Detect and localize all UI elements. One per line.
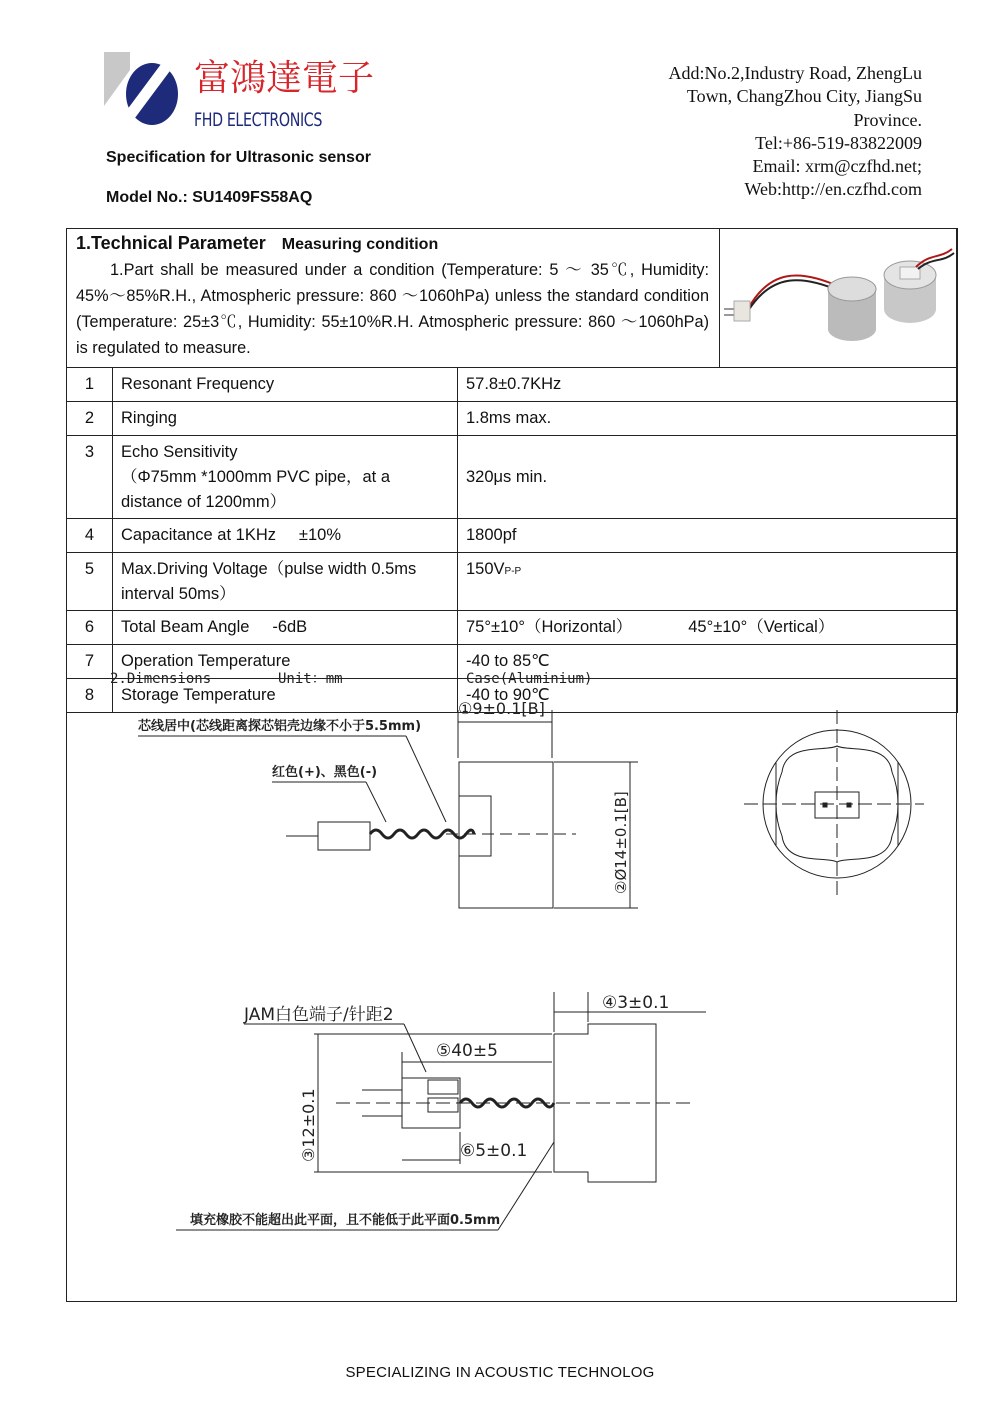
address-line: Province.	[853, 109, 922, 130]
note-filling: 填充橡胶不能超出此平面，且不能低于此平面0.5mm	[190, 1213, 501, 1228]
param-value: 57.8±0.7KHz	[458, 368, 958, 402]
jam-terminal-label: JAM白色端子/针距2	[244, 1005, 394, 1025]
row-number: 3	[67, 436, 113, 519]
dim-case-diameter: ②Ø14±0.1[B]	[612, 791, 630, 894]
address-line: Add:No.2,Industry Road, ZhengLu	[668, 63, 922, 83]
dim-wire-length: ⑤40±5	[436, 1041, 498, 1061]
param-row	[67, 553, 958, 611]
param-value: 320μs min.	[458, 436, 958, 519]
dim-case-height: ③12±0.1	[299, 1088, 318, 1162]
dim-terminal-length: ⑥5±0.1	[460, 1141, 528, 1161]
row-number: 6	[67, 611, 113, 645]
dimensions-unit: Unit：mm	[278, 671, 343, 687]
company-name-cn: 富鴻達電子	[194, 58, 375, 99]
connector-view-drawing	[176, 992, 706, 1230]
measuring-condition-row	[67, 229, 958, 368]
param-name: Ringing	[113, 402, 458, 436]
param-name: Storage Temperature	[113, 679, 458, 713]
param-name: Capacitance at 1KHz ±10%	[113, 519, 458, 553]
phone-line: Tel:+86-519-83822009	[755, 132, 922, 153]
param-row	[67, 368, 958, 402]
dimensions-title: 2.Dimensions	[110, 671, 212, 687]
company-logo	[104, 50, 375, 132]
address-line: Town, ChangZhou City, JiangSu	[686, 86, 922, 107]
side-view-drawing	[138, 699, 638, 908]
param-value: 75°±10°（Horizontal） 45°±10°（Vertical）	[458, 611, 958, 645]
case-material: Case(Aluminium)	[466, 671, 593, 687]
section-subheading: Measuring condition	[281, 236, 439, 253]
param-name: Echo Sensitivity （Φ75mm *1000mm PVC pipe，at a distance of 1200mm）	[113, 436, 458, 519]
web-line: Web:http://en.czfhd.com	[744, 179, 922, 200]
email-line: Email: xrm@czfhd.net;	[752, 156, 922, 177]
param-name: Resonant Frequency	[113, 368, 458, 402]
param-name: Operation Temperature	[113, 645, 458, 679]
note-wire-center: 芯线居中(芯线距离探芯铝壳边缘不小于5.5mm)	[138, 719, 422, 734]
param-row	[67, 436, 958, 519]
company-address	[602, 62, 922, 202]
page-footer: SPECIALIZING IN ACOUSTIC TECHNOLOG	[345, 1364, 655, 1381]
ultrasonic-sensor-image	[720, 229, 956, 359]
section-heading: 1.Technical Parameter	[76, 233, 266, 253]
row-number: 5	[67, 553, 113, 611]
dim-case-length: ①9±0.1[B]	[458, 699, 545, 718]
sensor-photo	[720, 229, 958, 368]
dim-step-depth: ④3±0.1	[602, 993, 670, 1013]
spec-title: Specification for Ultrasonic sensor	[106, 149, 371, 166]
company-name-en: FHD ELECTRONICS	[194, 109, 322, 131]
param-value: 1800pf	[458, 519, 958, 553]
front-view-drawing	[744, 710, 924, 900]
param-value: -40 to 85℃	[458, 645, 958, 679]
measuring-condition-text: 1.Part shall be measured under a condition (Temperature: 5 ～ 35℃, Humidity: 45%～85%R.H., Atmospheric pressure: 860 ～1060hPa) unless the standard condition (Temperature: 25±3℃, Humidity: 55±10%R.H. Atmospheric pressure: 860 ～1060hPa) is regulated to measure.	[76, 261, 710, 357]
model-number	[106, 189, 312, 207]
model-label: Model No.:	[106, 189, 188, 206]
note-wire-colors: 红色(+)、黑色(-)	[272, 765, 378, 780]
param-value: 1.8ms max.	[458, 402, 958, 436]
param-value: -40 to 90℃	[458, 679, 958, 713]
row-number: 4	[67, 519, 113, 553]
param-value: 150VP-P	[458, 553, 958, 611]
row-number: 8	[67, 679, 113, 713]
row-number: 2	[67, 402, 113, 436]
dimension-drawing	[66, 662, 956, 1262]
param-row	[67, 519, 958, 553]
row-number: 1	[67, 368, 113, 402]
param-row	[67, 611, 958, 645]
model-value: SU1409FS58AQ	[192, 189, 313, 206]
technical-parameter-table	[66, 228, 958, 713]
row-number: 7	[67, 645, 113, 679]
param-name: Max.Driving Voltage（pulse width 0.5ms interval 50ms）	[113, 553, 458, 611]
param-row	[67, 402, 958, 436]
param-name: Total Beam Angle -6dB	[113, 611, 458, 645]
